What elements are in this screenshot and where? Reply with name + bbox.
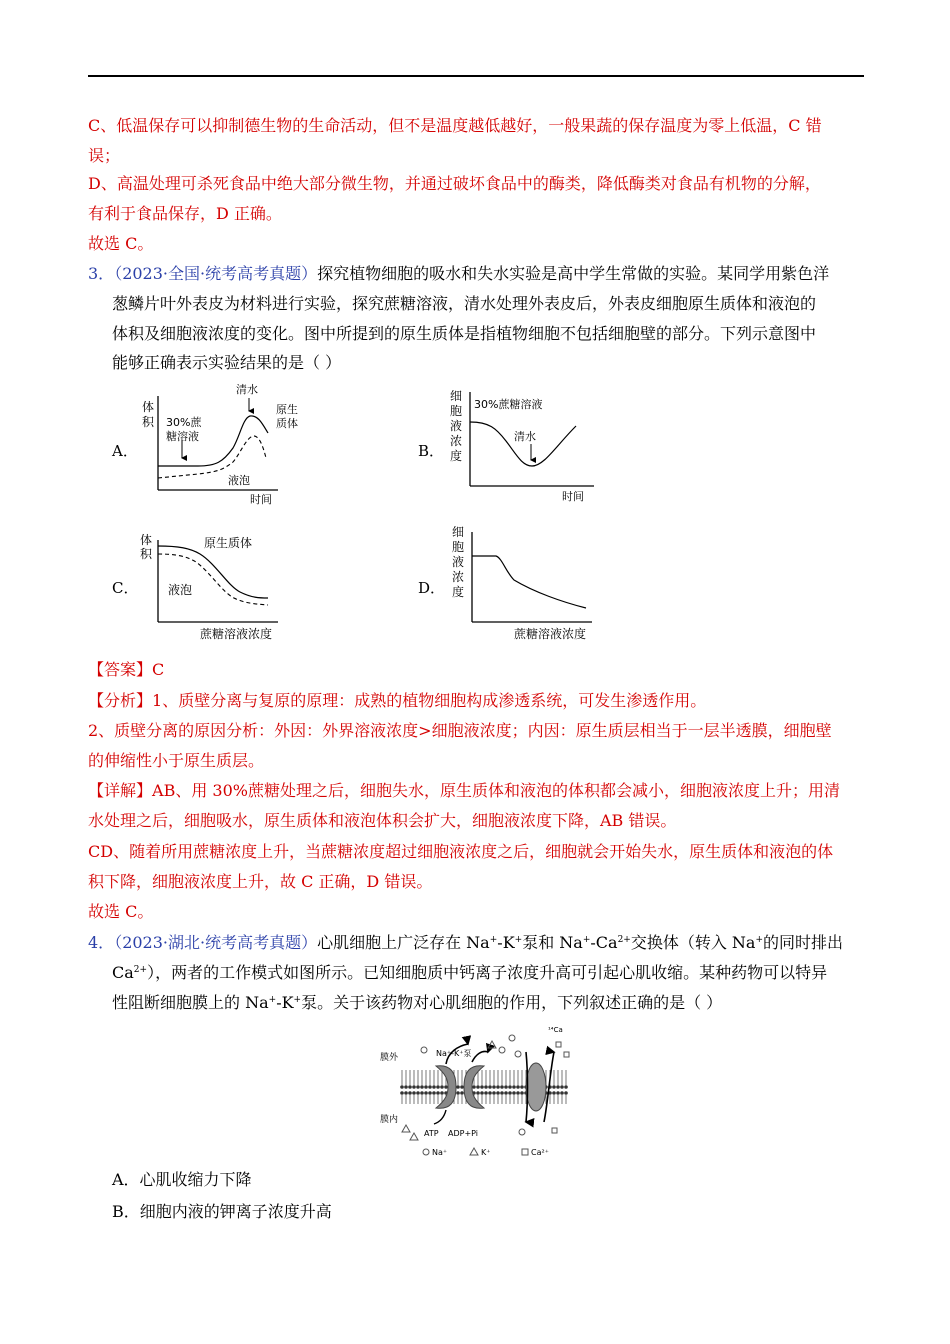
fig-c-vacuole-curve (158, 554, 268, 605)
fig-d-ylabel-0: 细 (452, 526, 465, 539)
q4-number: 4． (88, 933, 115, 952)
q4-l1d: -Ca (590, 933, 618, 952)
fig-c-ylabel2: 积 (140, 547, 153, 561)
q3-analysis-line1 (88, 691, 706, 711)
q3-figure-d (444, 526, 604, 644)
q3-detail-line1 (88, 781, 840, 801)
q3-analysis-tag: 【分析】 (88, 691, 153, 710)
legend-k-marker (470, 1148, 478, 1155)
q4-sup1: + (489, 935, 498, 945)
q4-line2 (112, 963, 827, 983)
k-ion-marker (402, 1125, 410, 1132)
q4-sup2: + (514, 935, 523, 945)
q3-text2: 葱鳞片叶外表皮为材料进行实验，探究蔗糖溶液，清水处理外表皮后，外表皮细胞原生质体和液泡的 (112, 294, 817, 313)
fig-b-water: 清水 (514, 430, 536, 443)
q3-number: 3． (88, 264, 115, 283)
na-ion-marker (499, 1047, 505, 1053)
q4-l2a: Ca (112, 963, 134, 982)
analysis-conclusion: 故选 C。 (88, 234, 154, 253)
fig-d-concentration-curve (472, 556, 586, 608)
q3-figure-a (138, 378, 298, 508)
q3-option-d-label: D． (418, 579, 446, 597)
fig-a-xlabel: 时间 (250, 493, 272, 506)
fig-c-ylabel1: 体 (140, 533, 153, 547)
fig-a-ylabel1: 体 (142, 400, 155, 414)
q3-option-a-label: A． (112, 442, 138, 460)
fig-b-ylabel-0: 细 (450, 389, 463, 403)
q3-answer: C (152, 660, 165, 679)
fig-a-water: 清水 (236, 383, 258, 396)
q4-sup3: + (582, 935, 591, 945)
fig-b-ylabel-4: 度 (450, 449, 463, 463)
q4-l3b: -K (276, 993, 294, 1012)
q4-line1 (88, 933, 843, 953)
fig-b-ylabel-2: 液 (450, 419, 463, 433)
q4-sup6: 2+ (133, 965, 148, 975)
q4-l2b: ），两者的工作模式如图所示。已知细胞质中钙离子浓度升高可引起心肌收缩。某种药物可以特异 (147, 963, 828, 982)
q4-l1c: 泵和 Na (522, 933, 583, 952)
q3-first-line (88, 264, 829, 284)
fig-outside-label: 膜外 (380, 1053, 399, 1063)
ca-ion-marker (552, 1128, 557, 1133)
k-ion-marker (410, 1133, 418, 1140)
q4-sup5: + (755, 935, 764, 945)
fig-c-vacuole: 液泡 (168, 583, 193, 597)
q3-analysis1: 1、质壁分离与复原的原理：成熟的植物细胞构成渗透系统，可发生渗透作用。 (152, 691, 707, 710)
legend-na-label: Na⁺ (432, 1148, 448, 1157)
q3-text4: 能够正确表示实验结果的是（ ） (112, 353, 342, 372)
k-ion-marker (488, 1041, 496, 1048)
fig-adp-label: ADP+Pi (448, 1129, 479, 1138)
q3-analysis2a: 2、质壁分离的原因分析：外因：外界溶液浓度>细胞液浓度；内因：原生质层相当于一层半透膜，细胞壁 (88, 721, 832, 740)
fig-a-note1: 30%蔗 (166, 416, 202, 429)
q3-text1: 探究植物细胞的吸水和失水实验是高中学生常做的实验。某同学用紫色洋 (317, 264, 830, 283)
q3-detail4: 积下降，细胞液浓度上升，故 C 正确，D 错误。 (88, 872, 433, 891)
fig-a-ylabel2: 积 (142, 415, 155, 429)
fig-c-xlabel: 蔗糖溶液浓度 (200, 627, 273, 641)
ca-ion-marker (564, 1052, 569, 1057)
fig-atp-label: ATP (424, 1129, 439, 1138)
fig-a-proto1: 原生 (276, 403, 298, 416)
q3-option-b-label: B． (418, 442, 445, 460)
q4-l1e: 交换体（转入 Na (630, 933, 756, 952)
q4-source: （2023·湖北·统考高考真题） (114, 933, 318, 952)
q3-figure-b (444, 386, 604, 508)
analysis-c-line1: C、低温保存可以抑制德生物的生命活动，但不是温度越低越好，一般果蔬的保存温度为零上低温，C 错 (88, 116, 822, 135)
q4-line3 (112, 993, 722, 1013)
q4-l3c: 泵。关于该药物对心肌细胞的作用，下列叙述正确的是（ ） (301, 993, 723, 1012)
fig-b-ylabel-1: 胞 (450, 404, 463, 418)
q3-source: （2023·全国·统考高考真题） (114, 264, 318, 283)
analysis-c-line2: 误； (88, 146, 121, 165)
analysis-d-line2: 有利于食品保存，D 正确。 (88, 204, 282, 223)
fig-b-concentration-curve (470, 422, 576, 466)
q4-membrane-figure (376, 1022, 576, 1162)
fig-b-ylabel-3: 浓 (450, 434, 463, 448)
legend-ca-marker (522, 1149, 528, 1155)
analysis-d-line1: D、高温处理可杀死食品中绝大部分微生物，并通过破坏食品中的酶类，降低酶类对食品有机物的分解， (88, 174, 821, 193)
fig-b-note: 30%蔗糖溶液 (474, 398, 543, 411)
q3-detail1: AB、用 30%蔗糖处理之后，细胞失水，原生质体和液泡的体积都会减小，细胞液浓度上升；用清 (152, 781, 840, 800)
q3-conclusion: 故选 C。 (88, 902, 154, 921)
legend-na-marker (423, 1149, 429, 1155)
header-rule (88, 75, 864, 77)
q4-l1f: 的同时排出 (763, 933, 844, 952)
q3-text3: 体积及细胞液浓度的变化。图中所提到的原生质体是指植物细胞不包括细胞壁的部分。下列示意图中 (112, 324, 817, 343)
q4-sup8: + (293, 995, 302, 1005)
na-ion-marker (509, 1035, 515, 1041)
atp-arrow (434, 1110, 446, 1124)
na-ion-marker (519, 1129, 525, 1135)
q3-answer-line (88, 660, 164, 680)
fig-a-vacuole: 液泡 (228, 474, 250, 487)
q3-analysis2b: 的伸缩性小于原生质层。 (88, 751, 265, 770)
na-ion-marker (515, 1051, 521, 1057)
q4-option-a: A．心肌收缩力下降 (112, 1170, 252, 1189)
q3-detail3: CD、随着所用蔗糖浓度上升，当蔗糖浓度超过细胞液浓度之后，细胞就会开始失水，原生质体和液泡的体 (88, 842, 834, 861)
pump-k-arrow (472, 1051, 488, 1062)
fig-d-ylabel-2: 液 (452, 555, 465, 569)
q4-sup4: 2+ (617, 935, 631, 945)
na-ion-marker (421, 1047, 427, 1053)
ca-ion-marker (556, 1042, 561, 1047)
exchanger-protein (526, 1063, 546, 1111)
q4-sup7: + (268, 995, 277, 1005)
q3-option-c-label: C． (112, 579, 139, 597)
fig-a-note2: 糖溶液 (166, 430, 199, 443)
fig-d-ylabel-4: 度 (452, 585, 465, 599)
fig-d-ylabel-1: 胞 (452, 540, 465, 554)
q3-detail-tag: 【详解】 (88, 781, 153, 800)
q4-l1b: -K (497, 933, 515, 952)
fig-inside-label: 膜内 (380, 1115, 399, 1125)
fig-b-xlabel: 时间 (562, 490, 584, 503)
q3-answer-tag: 【答案】 (88, 660, 153, 679)
q3-figure-c (138, 526, 298, 644)
fig-a-proto2: 质体 (276, 417, 298, 430)
q4-l1a: 心肌细胞上广泛存在 Na (317, 933, 490, 952)
fig-top-label: ¹⁴Ca (548, 1026, 563, 1034)
q4-option-b: B．细胞内液的钾离子浓度升高 (112, 1202, 332, 1221)
legend-k-label: K⁺ (481, 1148, 491, 1157)
q3-detail2: 水处理之后，细胞吸水，原生质体和液泡体积会扩大，细胞液浓度下降，AB 错误。 (88, 811, 677, 830)
fig-c-proto: 原生质体 (204, 536, 253, 550)
fig-d-xlabel: 蔗糖溶液浓度 (514, 627, 587, 641)
q4-l3a: 性阻断细胞膜上的 Na (112, 993, 269, 1012)
legend-ca-label: Ca²⁺ (531, 1148, 549, 1157)
fig-d-ylabel-3: 浓 (452, 570, 465, 584)
fig-pump-label: Na⁺-K⁺泵 (436, 1049, 472, 1058)
